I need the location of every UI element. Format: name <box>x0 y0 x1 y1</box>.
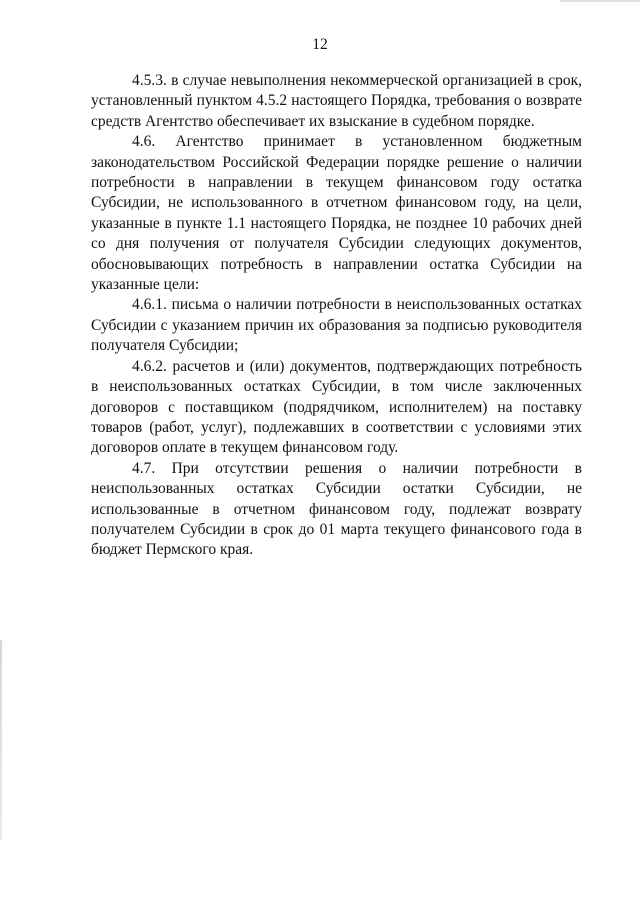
paragraph-4-7: 4.7. При отсутствии решения о наличии потребности в неиспользованных остатках Субсидии остатки Субсидии, не использованные в отчетном финансовом году, подлежат возврату получателем Субсидии в срок до 01 марта текущего финансового года в бюджет Пермского края. <box>91 459 582 559</box>
page-number: 12 <box>312 36 328 53</box>
scan-artifact-top <box>560 0 640 2</box>
paragraph-4-6: 4.6. Агентство принимает в установленном бюджетным законодательством Российской Федерации порядке решение о наличии потребности в направлении в текущем финансовом году остатка Субсидии, не использованного в отчетном финансовом году, на цели, указанные в пункте 1.1 настоящего Порядка, не позднее 10 рабочих дней со дня получения от получателя Субсидии следующих документов, обосновывающих потребность в направлении остатка Субсидии на указанные цели: <box>91 133 582 294</box>
paragraph-4-6-1: 4.6.1. письма о наличии потребности в неиспользованных остатках Субсидии с указанием причин их образования за подписью руководителя получателя Субсидии; <box>91 296 582 355</box>
paragraph-4-5-3: 4.5.3. в случае невыполнения некоммерческой организацией в срок, установленный пунктом 4.5.2 настоящего Порядка, требования о возврате средств Агентство обеспечивает их взыскание в судебном порядке. <box>91 72 582 130</box>
scan-artifact-left <box>0 640 2 840</box>
paragraph-4-6-2: 4.6.2. расчетов и (или) документов, подтверждающих потребность в неиспользованных остатках Субсидии, в том числе заключенных договоров с поставщиком (подрядчиком, исполнителем) на поставку товаров (работ, услуг), подлежавших в соответствии с условиями этих договоров оплате в текущем финансовом году. <box>91 357 582 457</box>
document-body <box>91 71 582 561</box>
